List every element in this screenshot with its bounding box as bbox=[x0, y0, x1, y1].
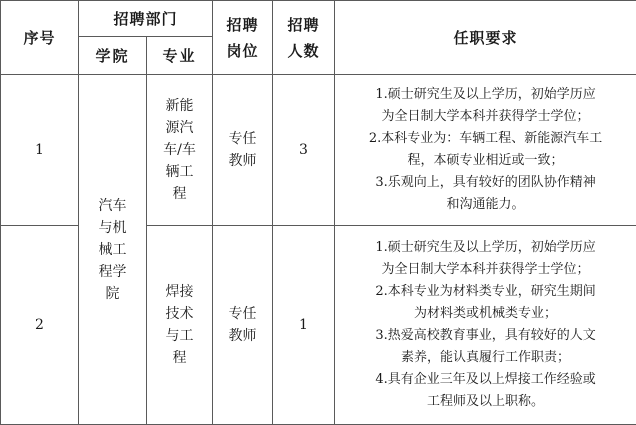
major-line: 技术 bbox=[166, 303, 194, 325]
row-index: 2 bbox=[1, 226, 79, 425]
requirements-cell bbox=[335, 226, 636, 425]
header-major: 专业 bbox=[147, 37, 213, 75]
header-index: 序号 bbox=[1, 1, 79, 75]
requirement-line: 为全日制大学本科并获得学士学位； bbox=[335, 259, 636, 281]
table-row bbox=[1, 75, 636, 226]
college-line: 械工 bbox=[99, 239, 127, 261]
requirement-line: 1.硕士研究生及以上学历，初始学历应 bbox=[335, 84, 636, 106]
requirement-line: 为材料类或机械类专业； bbox=[335, 303, 636, 325]
requirement-line: 工程师及以上职称。 bbox=[335, 391, 636, 413]
major-line: 与工 bbox=[166, 325, 194, 347]
header-count bbox=[273, 1, 335, 75]
requirement-line: 和沟通能力。 bbox=[335, 194, 636, 216]
major-cell bbox=[147, 226, 213, 425]
count-cell: 1 bbox=[273, 226, 335, 425]
header-position bbox=[213, 1, 273, 75]
requirement-line: 4.具有企业三年及以上焊接工作经验或 bbox=[335, 369, 636, 391]
requirement-line: 为全日制大学本科并获得学士学位； bbox=[335, 106, 636, 128]
major-line: 程 bbox=[166, 347, 194, 369]
header-count-line: 人数 bbox=[273, 38, 334, 64]
college-line: 程学 bbox=[99, 261, 127, 283]
requirement-line: 3.乐观向上，具有较好的团队协作精神 bbox=[335, 172, 636, 194]
header-requirements: 任职要求 bbox=[335, 1, 636, 75]
header-college: 学院 bbox=[79, 37, 147, 75]
college-line: 与机 bbox=[99, 217, 127, 239]
major-line: 车/车 bbox=[163, 139, 196, 161]
major-line: 新能 bbox=[163, 95, 196, 117]
position-cell bbox=[213, 75, 273, 226]
requirement-line: 程，本硕专业相近或一致； bbox=[335, 150, 636, 172]
major-line: 程 bbox=[163, 183, 196, 205]
count-cell: 3 bbox=[273, 75, 335, 226]
requirements-cell bbox=[335, 75, 636, 226]
major-line: 源汽 bbox=[163, 117, 196, 139]
requirement-line: 2.本科专业为材料类专业，研究生期间 bbox=[335, 281, 636, 303]
college-line: 汽车 bbox=[99, 195, 127, 217]
requirement-line: 1.硕士研究生及以上学历，初始学历应 bbox=[335, 237, 636, 259]
major-cell bbox=[147, 75, 213, 226]
position-line: 教师 bbox=[229, 325, 257, 347]
position-line: 专任 bbox=[229, 303, 257, 325]
college-line: 院 bbox=[99, 283, 127, 305]
position-line: 教师 bbox=[229, 150, 257, 172]
row-index: 1 bbox=[1, 75, 79, 226]
college-cell bbox=[79, 75, 147, 425]
requirement-line: 3.热爱高校教育事业，具有较好的人文 bbox=[335, 325, 636, 347]
requirement-line: 素养，能认真履行工作职责； bbox=[335, 347, 636, 369]
position-cell bbox=[213, 226, 273, 425]
header-position-line: 岗位 bbox=[213, 38, 272, 64]
requirement-line: 2.本科专业为：车辆工程、新能源汽车工 bbox=[335, 128, 636, 150]
major-line: 辆工 bbox=[163, 161, 196, 183]
header-dept: 招聘部门 bbox=[79, 1, 213, 37]
header-position-line: 招聘 bbox=[213, 12, 272, 38]
header-count-line: 招聘 bbox=[273, 12, 334, 38]
major-line: 焊接 bbox=[166, 281, 194, 303]
position-line: 专任 bbox=[229, 128, 257, 150]
